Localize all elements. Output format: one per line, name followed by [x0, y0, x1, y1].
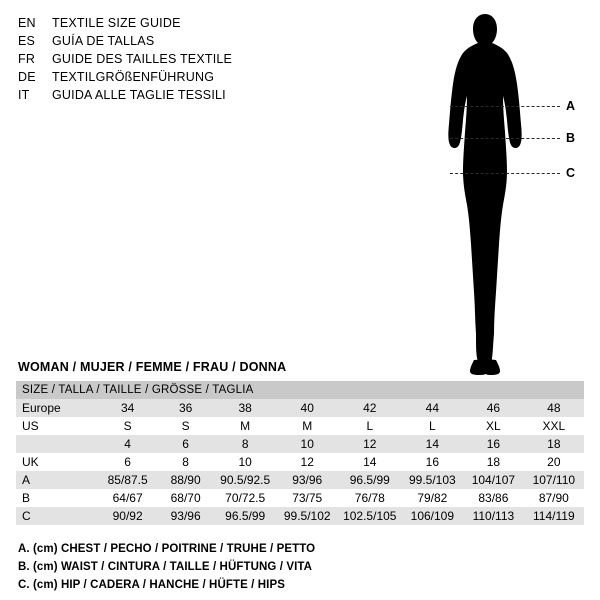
cell: L: [402, 417, 464, 435]
cell: 99.5/102: [276, 507, 338, 525]
language-row: [18, 86, 318, 104]
row-label: [16, 435, 98, 453]
cell: 18: [524, 435, 584, 453]
measure-label-c: C: [566, 166, 576, 180]
cell: 6: [98, 453, 158, 471]
row-label: UK: [16, 453, 98, 471]
table-row: [16, 435, 584, 453]
cell: S: [98, 417, 158, 435]
cell: 64/67: [98, 489, 158, 507]
cell: 93/96: [157, 507, 214, 525]
cell: 83/86: [463, 489, 524, 507]
cell: S: [157, 417, 214, 435]
language-row: [18, 68, 318, 86]
cell: 8: [157, 453, 214, 471]
cell: 87/90: [524, 489, 584, 507]
cell: 110/113: [463, 507, 524, 525]
language-code: FR: [18, 52, 36, 66]
table-row: [16, 399, 584, 417]
language-title: GUIDA ALLE TAGLIE TESSILI: [52, 88, 226, 102]
table-row: [16, 471, 584, 489]
cell: 90/92: [98, 507, 158, 525]
measure-line-b: [450, 138, 560, 139]
cell: 73/75: [276, 489, 338, 507]
cell: 76/78: [338, 489, 402, 507]
cell: 16: [402, 453, 464, 471]
female-silhouette-icon: [430, 8, 540, 376]
cell: 40: [276, 399, 338, 417]
cell: M: [276, 417, 338, 435]
cell: 14: [338, 453, 402, 471]
cell: 36: [157, 399, 214, 417]
measure-line-a: [450, 106, 560, 107]
cell: 102.5/105: [338, 507, 402, 525]
cell: 4: [98, 435, 158, 453]
note-a: A. (cm) CHEST / PECHO / POITRINE / TRUHE / PETTO: [18, 543, 316, 555]
note-b: B. (cm) WAIST / CINTURA / TAILLE / HÜFTUNG / VITA: [18, 561, 313, 573]
row-label: US: [16, 417, 98, 435]
measure-label-b: B: [566, 131, 576, 145]
cell: 12: [276, 453, 338, 471]
language-row: [18, 50, 318, 68]
cell: 42: [338, 399, 402, 417]
row-label: A: [16, 471, 98, 489]
cell: 68/70: [157, 489, 214, 507]
cell: 46: [463, 399, 524, 417]
cell: M: [214, 417, 277, 435]
row-label: B: [16, 489, 98, 507]
cell: 70/72.5: [214, 489, 277, 507]
language-title: GUIDE DES TAILLES TEXTILE: [52, 52, 233, 66]
cell: 10: [214, 453, 277, 471]
language-title: TEXTILE SIZE GUIDE: [52, 16, 181, 30]
cell: 79/82: [402, 489, 464, 507]
language-code: IT: [18, 88, 30, 102]
section-title: WOMAN / MUJER / FEMME / FRAU / DONNA: [18, 360, 287, 374]
cell: 96.5/99: [214, 507, 277, 525]
language-title-list: [18, 14, 318, 104]
row-label: C: [16, 507, 98, 525]
language-code: ES: [18, 34, 36, 48]
cell: 93/96: [276, 471, 338, 489]
measure-label-a: A: [566, 99, 576, 113]
cell: 44: [402, 399, 464, 417]
cell: 18: [463, 453, 524, 471]
table-header-label: SIZE / TALLA / TAILLE / GRÖSSE / TAGLIA: [16, 381, 584, 399]
cell: 16: [463, 435, 524, 453]
table-header-row: [16, 381, 584, 399]
cell: 96.5/99: [338, 471, 402, 489]
cell: XXL: [524, 417, 584, 435]
cell: XL: [463, 417, 524, 435]
table-row: [16, 453, 584, 471]
language-code: EN: [18, 16, 36, 30]
cell: 48: [524, 399, 584, 417]
table-row: [16, 489, 584, 507]
size-table: [16, 381, 584, 525]
cell: 85/87.5: [98, 471, 158, 489]
cell: 14: [402, 435, 464, 453]
language-row: [18, 32, 318, 50]
cell: 88/90: [157, 471, 214, 489]
cell: 6: [157, 435, 214, 453]
row-label: Europe: [16, 399, 98, 417]
cell: 10: [276, 435, 338, 453]
cell: 104/107: [463, 471, 524, 489]
cell: 99.5/103: [402, 471, 464, 489]
cell: 8: [214, 435, 277, 453]
cell: 106/109: [402, 507, 464, 525]
cell: 114/119: [524, 507, 584, 525]
note-c: C. (cm) HIP / CADERA / HANCHE / HÜFTE / HIPS: [18, 579, 286, 591]
table-row: [16, 507, 584, 525]
cell: 20: [524, 453, 584, 471]
cell: 12: [338, 435, 402, 453]
cell: 90.5/92.5: [214, 471, 277, 489]
measure-line-c: [450, 173, 560, 174]
cell: 34: [98, 399, 158, 417]
language-title: GUÍA DE TALLAS: [52, 34, 155, 48]
cell: 38: [214, 399, 277, 417]
table-row: [16, 417, 584, 435]
measurement-figure: [400, 8, 590, 378]
measurement-notes: [18, 540, 578, 594]
language-row: [18, 14, 318, 32]
language-code: DE: [18, 70, 36, 84]
language-title: TEXTILGRÖßENFÜHRUNG: [52, 70, 215, 84]
cell: L: [338, 417, 402, 435]
cell: 107/110: [524, 471, 584, 489]
